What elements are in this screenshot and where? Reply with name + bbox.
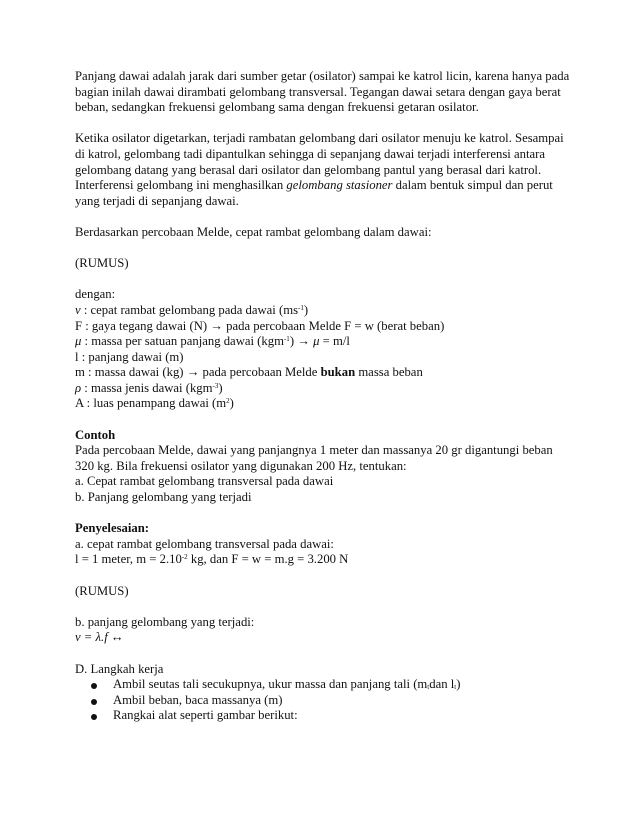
bullet-icon	[91, 714, 97, 720]
text-span: Ambil seutas tali secukupnya, ukur massa dan panjang tali (m	[113, 677, 428, 692]
text-span: Rangkai alat seperti gambar berikut:	[113, 708, 298, 723]
superscript: -3	[212, 381, 219, 390]
text-span: : massa per satuan panjang dawai (kgm	[81, 334, 284, 349]
definitions-title: dengan:	[75, 287, 116, 302]
text-span: )	[303, 302, 309, 317]
def-F: F : gaya tegang dawai (N) → pada percobaan Melde F = w (berat beban)	[75, 318, 445, 333]
work-steps-title: D. Langkah kerja	[75, 661, 164, 676]
def-mu	[75, 334, 575, 350]
bullet-icon	[91, 699, 97, 705]
example-title: Contoh	[75, 427, 116, 442]
symbol: μ	[313, 334, 320, 349]
text-span: dalam bentuk simpul dan perut	[392, 178, 553, 193]
symbol: ρ	[75, 380, 82, 395]
variable-definitions	[75, 287, 575, 412]
wavelength-formula: v = λ.f ↔	[75, 630, 124, 645]
text-line: Pada percobaan Melde, dawai yang panjangnya 1 meter dan massanya 20 gr digantungi beban	[75, 443, 553, 458]
text-span: m : massa dawai (kg) → pada percobaan Melde	[75, 365, 321, 380]
text-span: : cepat rambat gelombang pada dawai (ms	[80, 302, 299, 317]
given-values	[75, 552, 575, 568]
list-item	[75, 693, 575, 709]
symbol: v	[75, 302, 81, 317]
steps-list	[75, 677, 575, 724]
example-section	[75, 428, 575, 506]
subscript: t	[454, 683, 457, 692]
text-span: dan l	[429, 677, 455, 692]
text-span: Interferensi gelombang ini menghasilkan	[75, 178, 287, 193]
question-b: b. Panjang gelombang yang terjadi	[75, 490, 252, 505]
melde-statement: Berdasarkan percobaan Melde, cepat rambat gelombang dalam dawai:	[75, 224, 432, 239]
text-span: : massa jenis dawai (kgm	[81, 380, 213, 395]
work-steps	[75, 662, 575, 724]
document-page	[75, 69, 575, 724]
formula-placeholder: (RUMUS)	[75, 583, 129, 598]
superscript: -2	[181, 553, 188, 562]
symbol: μ	[75, 334, 82, 349]
solution-b	[75, 615, 575, 646]
text-span: A : luas penampang dawai (m	[75, 396, 227, 411]
superscript: 2	[226, 397, 230, 406]
standing-wave-term: gelombang stasioner	[286, 178, 393, 193]
list-item	[75, 708, 575, 724]
bullet-icon	[91, 683, 97, 689]
text-span: Ambil beban, baca massanya (m)	[113, 692, 283, 707]
text-line: gelombang datang yang berasal dari osilator dan gelombang pantul yang berasal dari katrol.	[75, 162, 542, 177]
text-span: kg, dan F = w = m.g = 3.200 N	[187, 552, 349, 567]
solution-section	[75, 521, 575, 568]
text-span: )	[456, 677, 461, 692]
question-a: a. Cepat rambat gelombang transversal pada dawai	[75, 474, 334, 489]
formula-placeholder: (RUMUS)	[75, 256, 129, 271]
intro-paragraph	[75, 69, 575, 116]
bold-text: bukan	[320, 365, 356, 380]
oscillator-paragraph	[75, 131, 575, 209]
text-line: beban, sedangkan frekuensi gelombang sama dengan frekuensi getaran osilator.	[75, 100, 479, 115]
text-line: Panjang dawai adalah jarak dari sumber getar (osilator) sampai ke katrol licin, karena hanya pada	[75, 69, 570, 83]
text-span: )	[229, 396, 234, 411]
text-span: )	[218, 380, 223, 395]
text-line: yang terjadi di sepanjang dawai.	[75, 193, 239, 208]
def-m	[75, 365, 575, 381]
def-l: l : panjang dawai (m)	[75, 349, 184, 364]
text-span: l = 1 meter, m = 2.10	[75, 552, 182, 567]
def-rho	[75, 381, 575, 397]
text-line: bagian inilah dawai dirambati gelombang transversal. Tegangan dawai setara dengan gaya berat	[75, 84, 561, 99]
text-span: ) →	[289, 334, 314, 349]
list-item	[75, 677, 575, 693]
solution-a: a. cepat rambat gelombang transversal pada dawai:	[75, 536, 334, 551]
text-line	[75, 178, 575, 194]
superscript: -1	[298, 303, 304, 312]
def-v	[75, 303, 575, 319]
superscript: -1	[283, 335, 290, 344]
solution-title: Penyelesaian:	[75, 521, 150, 536]
text-span: = m/l	[319, 334, 350, 349]
text-line: 320 kg. Bila frekuensi osilator yang digunakan 200 Hz, tentukan:	[75, 458, 407, 473]
solution-b-title: b. panjang gelombang yang terjadi:	[75, 614, 255, 629]
subscript: t	[427, 683, 430, 692]
def-A	[75, 396, 575, 412]
text-line: di katrol, gelombang tadi dipantulkan sehingga di sepanjang dawai terjadi interferensi antara	[75, 146, 545, 161]
text-span: massa beban	[355, 365, 423, 380]
text-line: Ketika osilator digetarkan, terjadi rambatan gelombang dari osilator menuju ke katrol. Sesampai	[75, 131, 564, 146]
